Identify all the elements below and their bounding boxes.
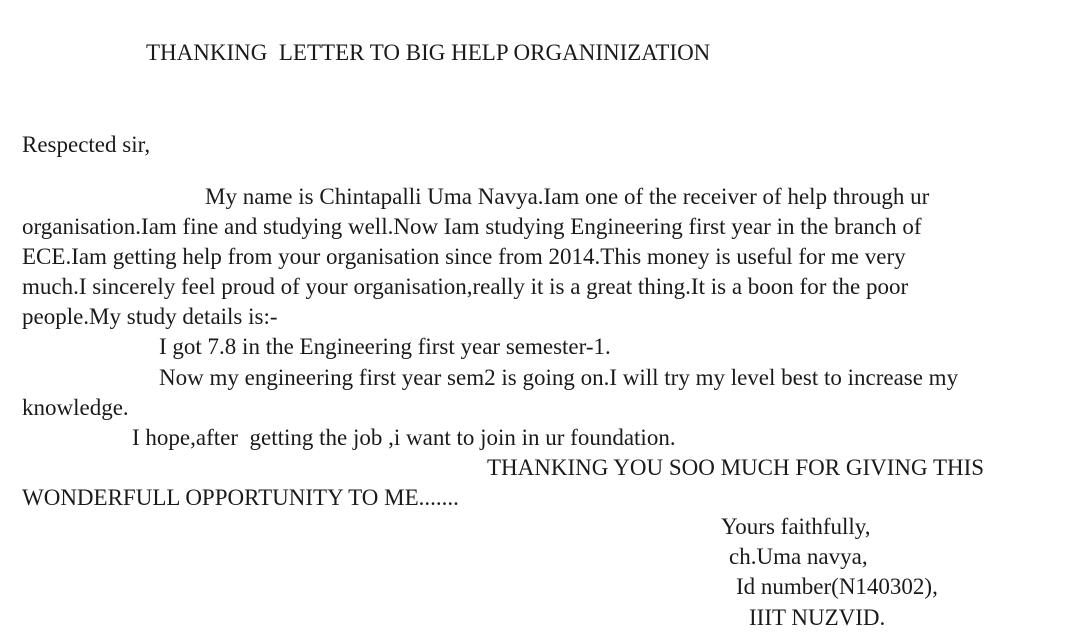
salutation: Respected sir, <box>22 132 151 157</box>
hope-line: I hope,after getting the job ,i want to join in ur foundation. <box>132 425 676 450</box>
details-line: Now my engineering first year sem2 is going on.I will try my level best to increase my <box>159 365 959 390</box>
body-line: organisation.Iam fine and studying well.Now Iam studying Engineering first year in the branch of <box>22 214 922 239</box>
signature-institute: IIIT NUZVID. <box>749 605 886 630</box>
body-line: My name is Chintapalli Uma Navya.Iam one of the receiver of help through ur <box>205 184 930 209</box>
signature-closing: Yours faithfully, <box>721 514 871 539</box>
body-line: ECE.Iam getting help from your organisation since from 2014.This money is useful for me very <box>22 244 906 269</box>
body-line: much.I sincerely feel proud of your organisation,really it is a great thing.It is a boon for the poor <box>22 274 909 299</box>
details-line: knowledge. <box>22 395 129 420</box>
signature-id: Id number(N140302), <box>736 574 938 599</box>
body-line: people.My study details is:- <box>22 304 278 329</box>
details-line: I got 7.8 in the Engineering first year semester-1. <box>159 334 611 359</box>
signature-name: ch.Uma navya, <box>729 544 868 569</box>
thanks-line: WONDERFULL OPPORTUNITY TO ME....... <box>22 485 459 510</box>
thanks-line: THANKING YOU SOO MUCH FOR GIVING THIS <box>487 455 985 480</box>
letter-title: THANKING LETTER TO BIG HELP ORGANINIZATION <box>146 40 711 65</box>
